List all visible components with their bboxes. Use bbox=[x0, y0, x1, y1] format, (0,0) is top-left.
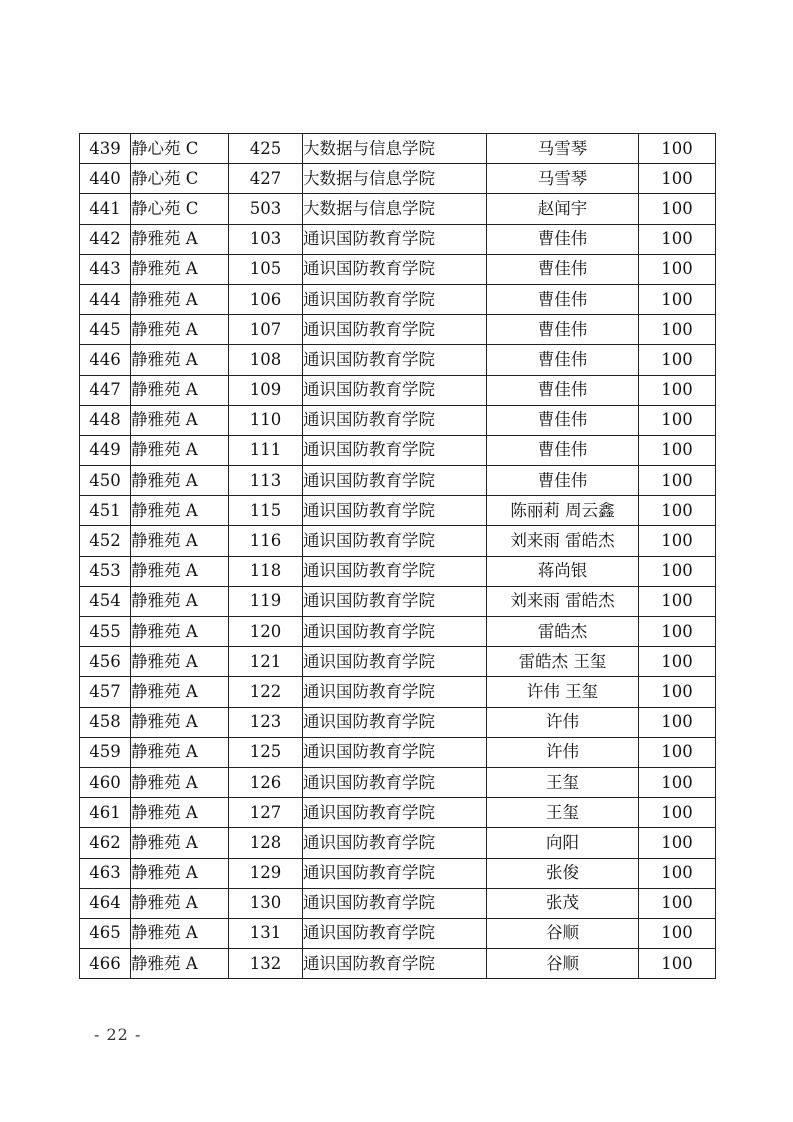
cell-building: 静雅苑 A bbox=[131, 466, 229, 496]
cell-college: 通识国防教育学院 bbox=[303, 586, 487, 616]
cell-building: 静心苑 C bbox=[131, 164, 229, 194]
cell-responsible-person: 刘来雨 雷皓杰 bbox=[487, 586, 639, 616]
cell-score: 100 bbox=[639, 526, 716, 556]
table-row bbox=[80, 435, 716, 465]
table-row bbox=[80, 194, 716, 224]
table-row bbox=[80, 918, 716, 948]
cell-responsible-person: 曹佳伟 bbox=[487, 405, 639, 435]
table-row bbox=[80, 949, 716, 979]
cell-responsible-person: 曹佳伟 bbox=[487, 435, 639, 465]
cell-college: 大数据与信息学院 bbox=[303, 134, 487, 164]
cell-building: 静雅苑 A bbox=[131, 284, 229, 314]
cell-room: 105 bbox=[229, 254, 303, 284]
cell-building: 静雅苑 A bbox=[131, 345, 229, 375]
cell-responsible-person: 许伟 bbox=[487, 707, 639, 737]
cell-room: 131 bbox=[229, 918, 303, 948]
cell-building: 静雅苑 A bbox=[131, 949, 229, 979]
cell-responsible-person: 王玺 bbox=[487, 798, 639, 828]
cell-room: 128 bbox=[229, 828, 303, 858]
cell-responsible-person: 马雪琴 bbox=[487, 164, 639, 194]
cell-room: 115 bbox=[229, 496, 303, 526]
cell-college: 通识国防教育学院 bbox=[303, 405, 487, 435]
cell-building: 静雅苑 A bbox=[131, 858, 229, 888]
cell-number: 453 bbox=[80, 556, 131, 586]
cell-room: 125 bbox=[229, 737, 303, 767]
cell-number: 443 bbox=[80, 254, 131, 284]
cell-college: 大数据与信息学院 bbox=[303, 164, 487, 194]
cell-college: 通识国防教育学院 bbox=[303, 556, 487, 586]
cell-responsible-person: 曹佳伟 bbox=[487, 224, 639, 254]
cell-score: 100 bbox=[639, 798, 716, 828]
cell-number: 464 bbox=[80, 888, 131, 918]
cell-score: 100 bbox=[639, 164, 716, 194]
table-row bbox=[80, 828, 716, 858]
cell-college: 通识国防教育学院 bbox=[303, 828, 487, 858]
cell-score: 100 bbox=[639, 315, 716, 345]
cell-building: 静雅苑 A bbox=[131, 767, 229, 797]
cell-building: 静雅苑 A bbox=[131, 315, 229, 345]
table-row bbox=[80, 164, 716, 194]
cell-building: 静雅苑 A bbox=[131, 707, 229, 737]
cell-number: 466 bbox=[80, 949, 131, 979]
cell-responsible-person: 谷顺 bbox=[487, 949, 639, 979]
cell-score: 100 bbox=[639, 767, 716, 797]
cell-number: 455 bbox=[80, 617, 131, 647]
cell-responsible-person: 曹佳伟 bbox=[487, 375, 639, 405]
cell-responsible-person: 陈丽莉 周云鑫 bbox=[487, 496, 639, 526]
cell-room: 122 bbox=[229, 677, 303, 707]
cell-room: 111 bbox=[229, 435, 303, 465]
cell-college: 通识国防教育学院 bbox=[303, 737, 487, 767]
cell-number: 457 bbox=[80, 677, 131, 707]
cell-number: 441 bbox=[80, 194, 131, 224]
cell-score: 100 bbox=[639, 224, 716, 254]
cell-responsible-person: 曹佳伟 bbox=[487, 345, 639, 375]
table-row bbox=[80, 647, 716, 677]
cell-room: 119 bbox=[229, 586, 303, 616]
cell-building: 静雅苑 A bbox=[131, 405, 229, 435]
cell-number: 465 bbox=[80, 918, 131, 948]
cell-building: 静雅苑 A bbox=[131, 435, 229, 465]
dormitory-score-table bbox=[79, 133, 716, 979]
table-row bbox=[80, 677, 716, 707]
cell-building: 静雅苑 A bbox=[131, 828, 229, 858]
cell-building: 静雅苑 A bbox=[131, 586, 229, 616]
cell-score: 100 bbox=[639, 345, 716, 375]
cell-score: 100 bbox=[639, 888, 716, 918]
cell-room: 121 bbox=[229, 647, 303, 677]
cell-college: 通识国防教育学院 bbox=[303, 647, 487, 677]
cell-score: 100 bbox=[639, 134, 716, 164]
cell-building: 静雅苑 A bbox=[131, 375, 229, 405]
table-row bbox=[80, 375, 716, 405]
cell-score: 100 bbox=[639, 435, 716, 465]
cell-responsible-person: 许伟 bbox=[487, 737, 639, 767]
table-row bbox=[80, 617, 716, 647]
cell-room: 120 bbox=[229, 617, 303, 647]
table-row bbox=[80, 586, 716, 616]
cell-responsible-person: 曹佳伟 bbox=[487, 466, 639, 496]
cell-number: 454 bbox=[80, 586, 131, 616]
cell-college: 通识国防教育学院 bbox=[303, 254, 487, 284]
table-row bbox=[80, 284, 716, 314]
cell-responsible-person: 刘来雨 雷皓杰 bbox=[487, 526, 639, 556]
cell-number: 444 bbox=[80, 284, 131, 314]
cell-room: 126 bbox=[229, 767, 303, 797]
cell-score: 100 bbox=[639, 707, 716, 737]
cell-number: 463 bbox=[80, 858, 131, 888]
table-row bbox=[80, 707, 716, 737]
cell-responsible-person: 雷皓杰 王玺 bbox=[487, 647, 639, 677]
cell-number: 452 bbox=[80, 526, 131, 556]
cell-room: 110 bbox=[229, 405, 303, 435]
cell-score: 100 bbox=[639, 858, 716, 888]
table-body bbox=[80, 134, 716, 979]
cell-building: 静雅苑 A bbox=[131, 617, 229, 647]
cell-college: 通识国防教育学院 bbox=[303, 798, 487, 828]
cell-number: 440 bbox=[80, 164, 131, 194]
cell-college: 通识国防教育学院 bbox=[303, 526, 487, 556]
cell-room: 503 bbox=[229, 194, 303, 224]
cell-score: 100 bbox=[639, 828, 716, 858]
cell-responsible-person: 张俊 bbox=[487, 858, 639, 888]
cell-score: 100 bbox=[639, 405, 716, 435]
cell-college: 通识国防教育学院 bbox=[303, 949, 487, 979]
cell-responsible-person: 曹佳伟 bbox=[487, 315, 639, 345]
cell-college: 通识国防教育学院 bbox=[303, 435, 487, 465]
cell-number: 448 bbox=[80, 405, 131, 435]
cell-building: 静雅苑 A bbox=[131, 496, 229, 526]
table-row bbox=[80, 466, 716, 496]
cell-room: 103 bbox=[229, 224, 303, 254]
cell-score: 100 bbox=[639, 254, 716, 284]
cell-number: 445 bbox=[80, 315, 131, 345]
cell-college: 通识国防教育学院 bbox=[303, 466, 487, 496]
cell-score: 100 bbox=[639, 496, 716, 526]
cell-college: 通识国防教育学院 bbox=[303, 284, 487, 314]
table-row bbox=[80, 254, 716, 284]
cell-room: 113 bbox=[229, 466, 303, 496]
cell-number: 442 bbox=[80, 224, 131, 254]
cell-college: 通识国防教育学院 bbox=[303, 767, 487, 797]
cell-number: 460 bbox=[80, 767, 131, 797]
page-number: - 22 - bbox=[94, 1025, 142, 1044]
cell-responsible-person: 曹佳伟 bbox=[487, 284, 639, 314]
cell-building: 静心苑 C bbox=[131, 134, 229, 164]
cell-building: 静雅苑 A bbox=[131, 647, 229, 677]
cell-room: 107 bbox=[229, 315, 303, 345]
cell-college: 通识国防教育学院 bbox=[303, 496, 487, 526]
cell-number: 449 bbox=[80, 435, 131, 465]
cell-room: 127 bbox=[229, 798, 303, 828]
cell-room: 109 bbox=[229, 375, 303, 405]
cell-building: 静雅苑 A bbox=[131, 556, 229, 586]
cell-responsible-person: 曹佳伟 bbox=[487, 254, 639, 284]
cell-score: 100 bbox=[639, 556, 716, 586]
cell-building: 静雅苑 A bbox=[131, 254, 229, 284]
cell-score: 100 bbox=[639, 737, 716, 767]
cell-room: 132 bbox=[229, 949, 303, 979]
table-row bbox=[80, 526, 716, 556]
cell-score: 100 bbox=[639, 586, 716, 616]
cell-room: 425 bbox=[229, 134, 303, 164]
cell-building: 静雅苑 A bbox=[131, 677, 229, 707]
cell-college: 通识国防教育学院 bbox=[303, 707, 487, 737]
cell-number: 456 bbox=[80, 647, 131, 677]
cell-number: 450 bbox=[80, 466, 131, 496]
cell-number: 461 bbox=[80, 798, 131, 828]
cell-room: 116 bbox=[229, 526, 303, 556]
table-row bbox=[80, 798, 716, 828]
cell-score: 100 bbox=[639, 375, 716, 405]
cell-room: 129 bbox=[229, 858, 303, 888]
cell-college: 通识国防教育学院 bbox=[303, 617, 487, 647]
table-row bbox=[80, 496, 716, 526]
table-row bbox=[80, 315, 716, 345]
cell-responsible-person: 谷顺 bbox=[487, 918, 639, 948]
table-row bbox=[80, 767, 716, 797]
cell-score: 100 bbox=[639, 617, 716, 647]
cell-building: 静雅苑 A bbox=[131, 737, 229, 767]
cell-building: 静雅苑 A bbox=[131, 526, 229, 556]
cell-building: 静雅苑 A bbox=[131, 798, 229, 828]
cell-room: 123 bbox=[229, 707, 303, 737]
cell-room: 106 bbox=[229, 284, 303, 314]
cell-score: 100 bbox=[639, 466, 716, 496]
cell-score: 100 bbox=[639, 647, 716, 677]
cell-college: 通识国防教育学院 bbox=[303, 888, 487, 918]
table-row bbox=[80, 556, 716, 586]
cell-responsible-person: 雷皓杰 bbox=[487, 617, 639, 647]
cell-college: 通识国防教育学院 bbox=[303, 224, 487, 254]
cell-college: 通识国防教育学院 bbox=[303, 858, 487, 888]
cell-building: 静心苑 C bbox=[131, 194, 229, 224]
cell-score: 100 bbox=[639, 677, 716, 707]
cell-number: 458 bbox=[80, 707, 131, 737]
cell-responsible-person: 赵闻宇 bbox=[487, 194, 639, 224]
cell-building: 静雅苑 A bbox=[131, 918, 229, 948]
table-row bbox=[80, 224, 716, 254]
cell-college: 通识国防教育学院 bbox=[303, 918, 487, 948]
cell-responsible-person: 蒋尚银 bbox=[487, 556, 639, 586]
table-row bbox=[80, 737, 716, 767]
table-row bbox=[80, 345, 716, 375]
cell-score: 100 bbox=[639, 194, 716, 224]
cell-college: 通识国防教育学院 bbox=[303, 677, 487, 707]
cell-number: 446 bbox=[80, 345, 131, 375]
cell-number: 451 bbox=[80, 496, 131, 526]
cell-college: 通识国防教育学院 bbox=[303, 375, 487, 405]
cell-college: 通识国防教育学院 bbox=[303, 315, 487, 345]
cell-room: 108 bbox=[229, 345, 303, 375]
cell-building: 静雅苑 A bbox=[131, 888, 229, 918]
cell-college: 大数据与信息学院 bbox=[303, 194, 487, 224]
cell-room: 130 bbox=[229, 888, 303, 918]
table-row bbox=[80, 858, 716, 888]
table-row bbox=[80, 405, 716, 435]
cell-room: 427 bbox=[229, 164, 303, 194]
cell-room: 118 bbox=[229, 556, 303, 586]
cell-responsible-person: 马雪琴 bbox=[487, 134, 639, 164]
cell-building: 静雅苑 A bbox=[131, 224, 229, 254]
cell-number: 447 bbox=[80, 375, 131, 405]
cell-number: 462 bbox=[80, 828, 131, 858]
cell-number: 459 bbox=[80, 737, 131, 767]
table-row bbox=[80, 888, 716, 918]
cell-number: 439 bbox=[80, 134, 131, 164]
cell-responsible-person: 许伟 王玺 bbox=[487, 677, 639, 707]
cell-score: 100 bbox=[639, 284, 716, 314]
cell-score: 100 bbox=[639, 918, 716, 948]
cell-responsible-person: 王玺 bbox=[487, 767, 639, 797]
cell-score: 100 bbox=[639, 949, 716, 979]
cell-responsible-person: 张茂 bbox=[487, 888, 639, 918]
cell-college: 通识国防教育学院 bbox=[303, 345, 487, 375]
table-row bbox=[80, 134, 716, 164]
cell-responsible-person: 向阳 bbox=[487, 828, 639, 858]
